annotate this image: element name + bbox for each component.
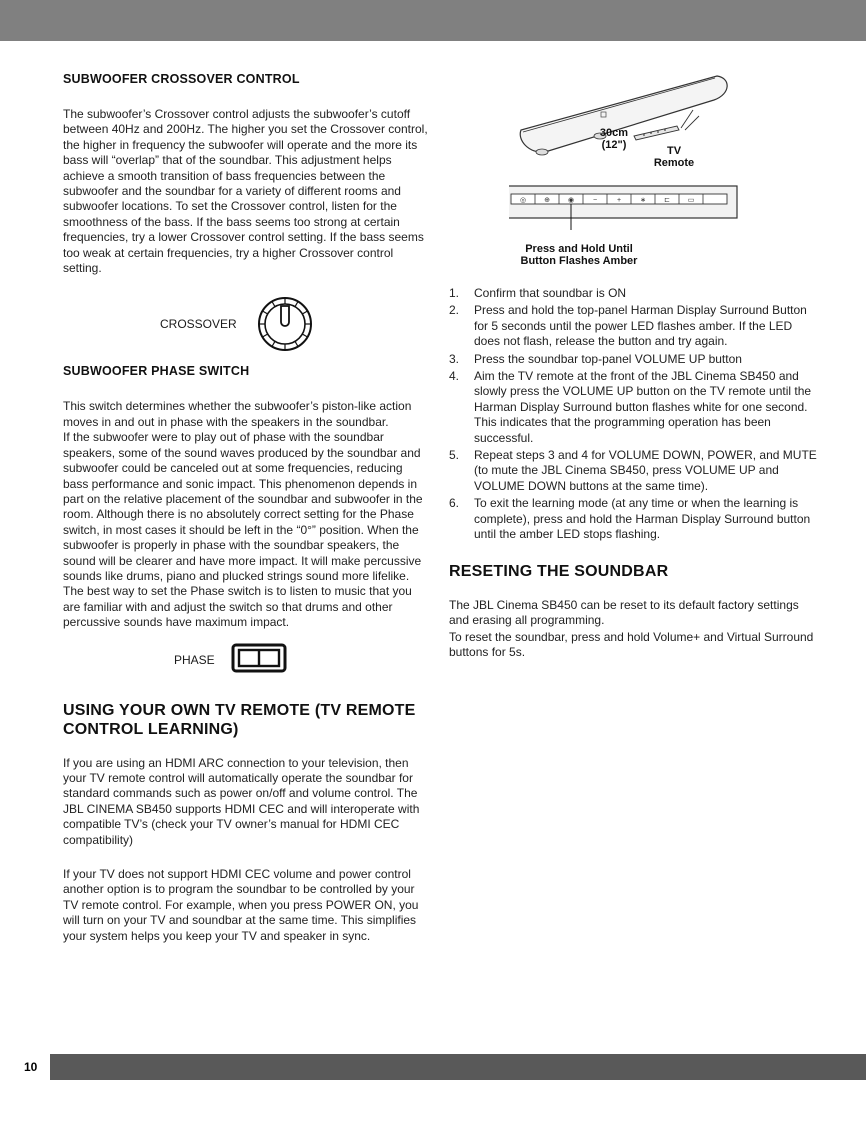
crossover-body: The subwoofer’s Crossover control adjusts the subwoofer’s cutoff between 40Hz and 200Hz. The higher you set the Crossover control, the higher in frequency the subwoofer will operate and the more its bass will “overlap” that of the soundbar. This adjustment helps achieve a smooth transition of bass frequencies between the subwoofer and the soundbar for a variety of different rooms and subwoofer locations. To set the Crossover control, listen for the smoothness of the bass. If the bass seems too strong at certain frequencies, try a lower Crossover control setting. If the bass seems too weak at certain frequencies, try a higher Crossover control setting. <box>63 107 428 276</box>
caption-line-2: Button Flashes Amber <box>520 255 638 267</box>
tv-remote-body-2: If your TV does not support HDMI CEC volume and power control another option is to program the soundbar to be controlled by your TV remote control. For example, when you press POWER ON, you will turn on your TV and soundbar at the same time. This simplifies your system helps you keep your TV and speaker in sync. <box>63 867 419 943</box>
phase-switch-icon <box>231 643 287 673</box>
tv-remote-body-1: If you are using an HDMI ARC connection to your television, then your TV remote control will automatically operate the soundbar for standard commands such as power on/off and volume control. The JBL CINEMA SB450 supports HDMI CEC and will interoperate with compatible TV’s (check your TV owner’s manual for HDMI CEC compatibility) <box>63 755 420 847</box>
svg-text:+: + <box>616 197 622 204</box>
list-item: 4. Aim the TV remote at the front of the JBL Cinema SB450 and slowly press the VOLUME UP button on the TV remote until the Harman Display Surround button flashes white for one second. This indicates that the programming operation has been successful. <box>449 369 812 445</box>
distance-cm: 30cm <box>599 127 629 139</box>
phase-figure <box>63 631 431 681</box>
phase-body: If the subwoofer were to play out of phase with the soundbar speakers, some of the sound waves produced by the soundbar and subwoofer could be canceled out at some frequencies, reducing bass performance and sonic impact. This phenomenon depends in part on the relative placement of the soundbar and subwoofer in the room. Although there is no absolutely correct setting for the Phase switch, in most cases it should be left in the “0°” position. When the subwoofer is properly in phase with the soundbar speakers, the sound will be clearer and have more impact. It will make percussive sounds like drums, piano and plucked strings sound more lifelike. The best way to set the Phase switch is to listen to music that you are familiar with and adjust the switch so that drums and other percussive sounds have maximum impact. <box>63 430 423 630</box>
press-hold-caption <box>509 243 649 267</box>
tv-label: TV <box>666 145 682 157</box>
caption-line-1: Press and Hold Until <box>525 243 633 255</box>
list-item: 3. Press the soundbar top-panel VOLUME UP button <box>449 351 742 366</box>
crossover-knob-icon <box>257 296 313 352</box>
learning-steps-list <box>449 286 819 545</box>
svg-text:▭: ▭ <box>687 197 695 204</box>
reset-body-1: The JBL Cinema SB450 can be reset to its default factory settings and erasing all programming. <box>449 598 799 628</box>
phase-heading: SUBWOOFER PHASE SWITCH <box>63 364 250 379</box>
header-bar <box>0 0 866 41</box>
crossover-figure-label: CROSSOVER <box>160 317 237 332</box>
list-item: 5. Repeat steps 3 and 4 for VOLUME DOWN, POWER, and MUTE (to mute the JBL Cinema SB450, press VOLUME UP and VOLUME DOWN buttons at the same time). <box>449 448 817 493</box>
reset-body-2: To reset the soundbar, press and hold Volume+ and Virtual Surround buttons for 5s. <box>449 629 814 660</box>
crossover-heading: SUBWOOFER CROSSOVER CONTROL <box>63 72 300 86</box>
svg-text:◉: ◉ <box>567 197 575 204</box>
svg-text:⊕: ⊕ <box>544 197 550 204</box>
tv-remote-label <box>649 145 699 169</box>
svg-text:−: − <box>592 197 598 204</box>
phase-figure-label: PHASE <box>174 652 215 667</box>
list-item: 2. Press and hold the top-panel Harman Display Surround Button for 5 seconds until the power LED flashes amber. If the LED does not flash, release the button and try again. <box>449 303 807 349</box>
left-column <box>63 72 431 944</box>
reset-heading: RESETING THE SOUNDBAR <box>449 563 669 580</box>
phase-body-intro: This switch determines whether the subwoofer’s piston-like action moves in and out in phase with the speakers in the soundbar. <box>63 399 412 429</box>
reset-section <box>449 562 819 661</box>
footer-bar <box>50 1054 866 1080</box>
remote-label: Remote <box>653 157 695 169</box>
list-item: 1. Confirm that soundbar is ON <box>449 286 627 300</box>
svg-text:∗: ∗ <box>640 197 646 204</box>
distance-inches: (12") <box>601 139 627 151</box>
distance-label <box>597 127 631 151</box>
list-item: 6. To exit the learning mode (at any time or when the learning is complete), press and hold the Harman Display Surround button until the amber LED stops flashing. <box>449 496 811 542</box>
tv-remote-heading: USING YOUR OWN TV REMOTE (TV REMOTE CONTROL LEARNING) <box>63 701 416 738</box>
svg-text:◎: ◎ <box>519 197 527 204</box>
learning-diagram <box>449 70 819 270</box>
page-number: 10 <box>24 1060 38 1074</box>
svg-text:⊏: ⊏ <box>664 197 670 204</box>
crossover-figure <box>63 276 431 364</box>
